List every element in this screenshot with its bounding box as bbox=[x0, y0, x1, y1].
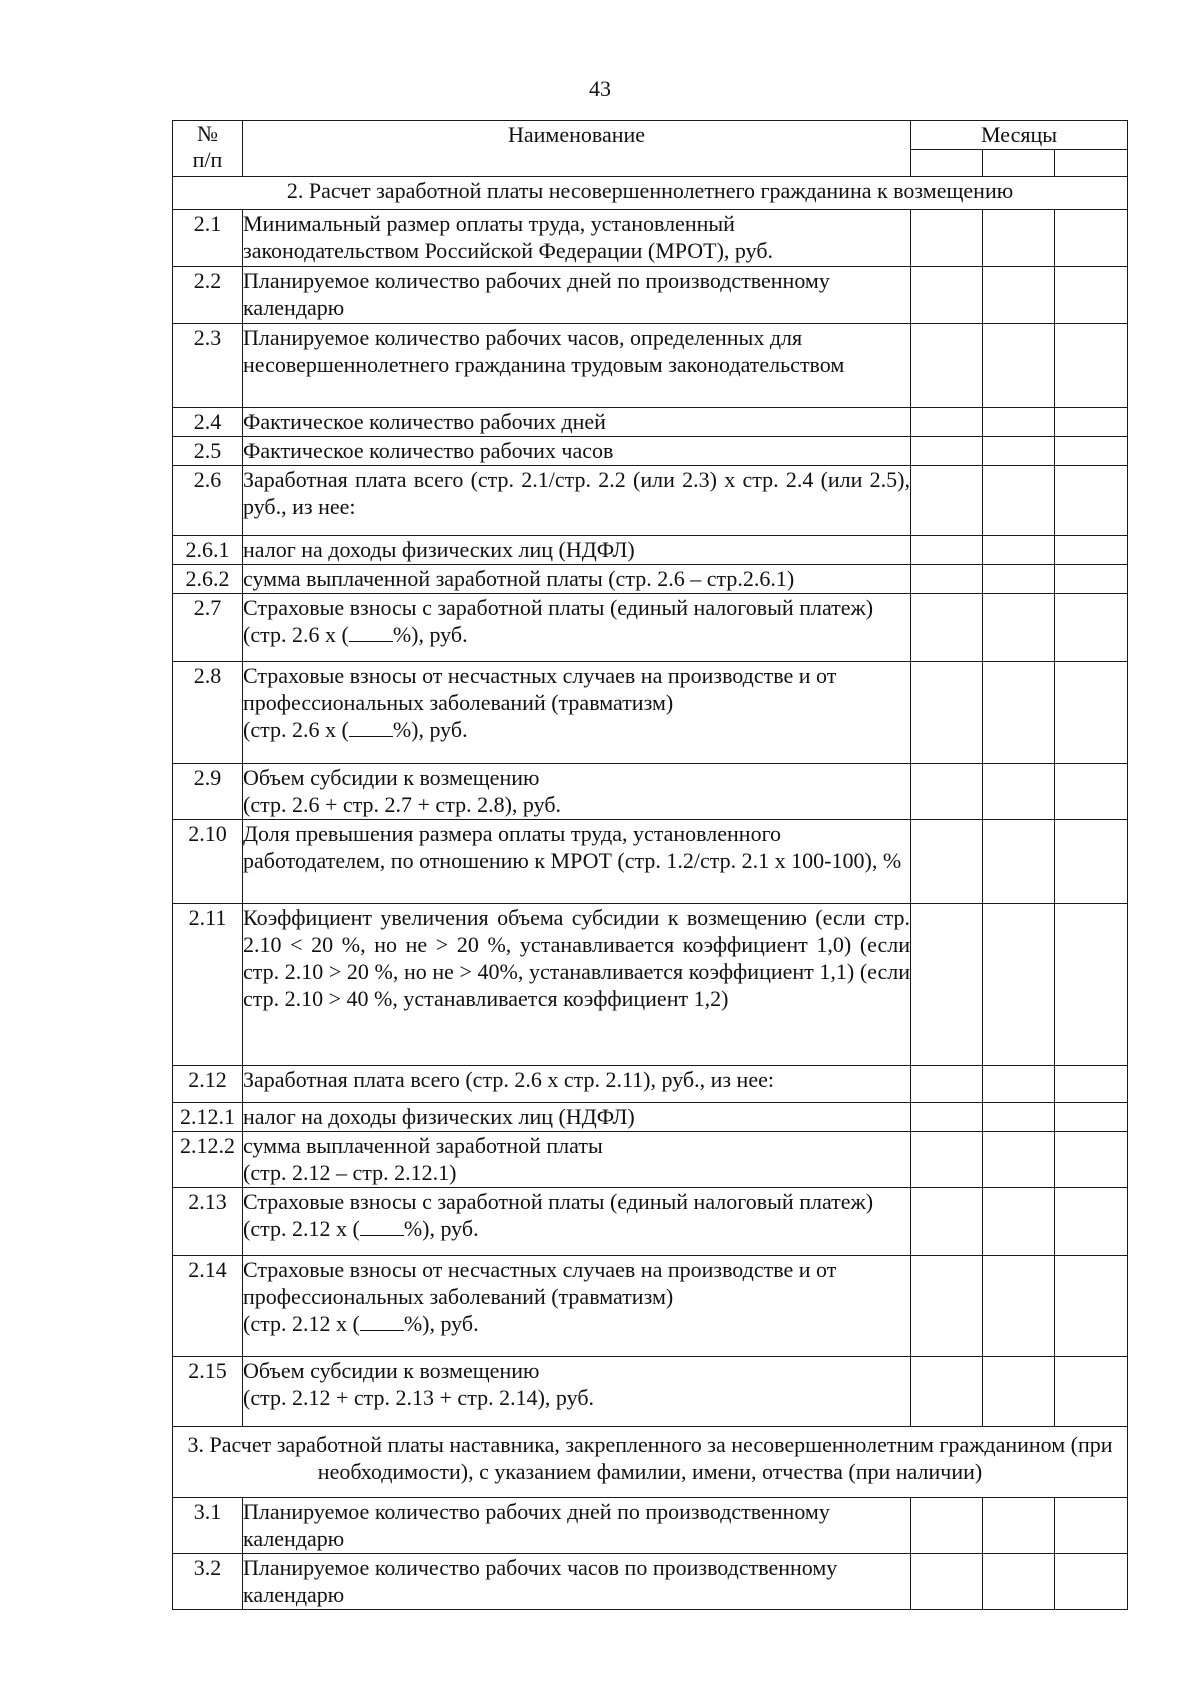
table-row bbox=[173, 1256, 1128, 1357]
row-label-text: Объем субсидии к возмещению bbox=[243, 1358, 540, 1383]
table-row bbox=[173, 662, 1128, 764]
month-column-3 bbox=[1055, 150, 1128, 177]
row-label: Планируемое количество рабочих дней по производственному календарю bbox=[243, 267, 911, 324]
month-cell bbox=[911, 324, 983, 408]
row-label: Фактическое количество рабочих часов bbox=[243, 437, 911, 466]
month-cell bbox=[983, 1188, 1055, 1256]
table-row bbox=[173, 324, 1128, 408]
row-label-text: Страховые взносы от несчастных случаев на производстве и от профессиональных заболеваний (травматизм) bbox=[243, 1257, 837, 1309]
month-cell bbox=[983, 267, 1055, 324]
section-row bbox=[173, 177, 1128, 210]
table-row bbox=[173, 1132, 1128, 1188]
month-cell bbox=[983, 662, 1055, 764]
month-cell bbox=[1055, 565, 1128, 594]
section-3-title: 3. Расчет заработной платы наставника, закрепленного за несовершеннолетним гражданином (при необходимости), с указанием фамилии, имени, отчества (при наличии) bbox=[173, 1427, 1128, 1498]
row-number: 2.3 bbox=[173, 324, 243, 408]
month-cell bbox=[1055, 210, 1128, 267]
row-number: 2.2 bbox=[173, 267, 243, 324]
month-cell bbox=[1055, 1066, 1128, 1103]
row-label bbox=[243, 594, 911, 662]
header-number-cell bbox=[173, 121, 243, 177]
month-cell bbox=[1055, 1103, 1128, 1132]
row-label: Фактическое количество рабочих дней bbox=[243, 408, 911, 437]
month-cell bbox=[911, 1256, 983, 1357]
row-label bbox=[243, 764, 911, 820]
month-cell bbox=[1055, 324, 1128, 408]
month-column-2 bbox=[983, 150, 1055, 177]
month-cell bbox=[911, 565, 983, 594]
row-label-text: Страховые взносы с заработной платы (единый налоговый платеж) (стр. 2.6 х ( bbox=[243, 595, 874, 647]
header-number-symbol: № bbox=[197, 121, 218, 146]
table-row bbox=[173, 764, 1128, 820]
month-cell bbox=[911, 536, 983, 565]
month-cell bbox=[983, 1357, 1055, 1427]
table-row bbox=[173, 1554, 1128, 1610]
section-2-title: 2. Расчет заработной платы несовершеннолетнего гражданина к возмещению bbox=[173, 177, 1128, 210]
row-label bbox=[243, 1357, 911, 1427]
month-cell bbox=[983, 565, 1055, 594]
month-cell bbox=[911, 764, 983, 820]
month-cell bbox=[983, 408, 1055, 437]
row-number: 2.14 bbox=[173, 1256, 243, 1357]
month-cell bbox=[911, 594, 983, 662]
row-number: 2.10 bbox=[173, 820, 243, 904]
row-number: 2.15 bbox=[173, 1357, 243, 1427]
month-cell bbox=[1055, 1554, 1128, 1610]
row-number: 3.2 bbox=[173, 1554, 243, 1610]
row-label-formula: (стр. 2.12 – стр. 2.12.1) bbox=[243, 1160, 457, 1185]
row-label: Заработная плата всего (стр. 2.6 х стр. 2.11), руб., из нее: bbox=[243, 1066, 911, 1103]
month-cell bbox=[911, 1188, 983, 1256]
table-row bbox=[173, 536, 1128, 565]
header-months: Месяцы bbox=[911, 121, 1128, 150]
row-number: 2.6.1 bbox=[173, 536, 243, 565]
header-row bbox=[173, 121, 1128, 150]
row-label-text: Объем субсидии к возмещению bbox=[243, 765, 540, 790]
row-number: 2.4 bbox=[173, 408, 243, 437]
row-label-formula: (стр. 2.12 + стр. 2.13 + стр. 2.14), руб. bbox=[243, 1385, 595, 1410]
table-row bbox=[173, 1066, 1128, 1103]
table-row bbox=[173, 1103, 1128, 1132]
month-cell bbox=[1055, 1256, 1128, 1357]
table-row bbox=[173, 1357, 1128, 1427]
month-cell bbox=[983, 324, 1055, 408]
row-number: 3.1 bbox=[173, 1498, 243, 1554]
row-number: 2.5 bbox=[173, 437, 243, 466]
table-row bbox=[173, 210, 1128, 267]
month-cell bbox=[983, 1256, 1055, 1357]
row-label: налог на доходы физических лиц (НДФЛ) bbox=[243, 1103, 911, 1132]
month-cell bbox=[911, 1103, 983, 1132]
row-label: Коэффициент увеличения объема субсидии к возмещению (если стр. 2.10 < 20 %, но не > 20 %, устанавливается коэффициент 1,0) (если стр. 2.10 > 20 %, но не > 40%, устанавливается коэффициент 1,1) (если стр. 2.10 > 40 %, устанавливается коэффициент 1,2) bbox=[243, 904, 911, 1066]
month-cell bbox=[1055, 267, 1128, 324]
month-cell bbox=[911, 267, 983, 324]
row-label-formula: (стр. 2.6 х ( bbox=[243, 717, 349, 742]
month-cell bbox=[911, 1498, 983, 1554]
row-label: налог на доходы физических лиц (НДФЛ) bbox=[243, 536, 911, 565]
month-cell bbox=[1055, 820, 1128, 904]
month-cell bbox=[983, 820, 1055, 904]
row-number: 2.6 bbox=[173, 466, 243, 536]
row-label-text: Страховые взносы с заработной платы (единый налоговый платеж) (стр. 2.12 х ( bbox=[243, 1189, 874, 1241]
month-cell bbox=[1055, 1357, 1128, 1427]
row-number: 2.9 bbox=[173, 764, 243, 820]
month-cell bbox=[911, 1132, 983, 1188]
row-number: 2.1 bbox=[173, 210, 243, 267]
month-cell bbox=[983, 1498, 1055, 1554]
percent-blank bbox=[349, 623, 393, 642]
row-label-text: сумма выплаченной заработной платы bbox=[243, 1133, 603, 1158]
table-row bbox=[173, 437, 1128, 466]
percent-blank bbox=[360, 1312, 404, 1331]
month-cell bbox=[911, 210, 983, 267]
row-label: Заработная плата всего (стр. 2.1/стр. 2.2 (или 2.3) х стр. 2.4 (или 2.5), руб., из нее: bbox=[243, 466, 911, 536]
row-label bbox=[243, 1256, 911, 1357]
month-cell bbox=[983, 536, 1055, 565]
row-label-suffix: %), руб. bbox=[403, 1311, 479, 1336]
table-row bbox=[173, 1188, 1128, 1256]
month-cell bbox=[911, 408, 983, 437]
row-label: сумма выплаченной заработной платы (стр. 2.6 – стр.2.6.1) bbox=[243, 565, 911, 594]
percent-blank bbox=[349, 718, 393, 737]
table-row bbox=[173, 1498, 1128, 1554]
header-number-abbr: п/п bbox=[192, 147, 223, 172]
table-row bbox=[173, 565, 1128, 594]
salary-calculation-table bbox=[172, 120, 1128, 1610]
row-number: 2.6.2 bbox=[173, 565, 243, 594]
table-row bbox=[173, 408, 1128, 437]
month-cell bbox=[983, 1066, 1055, 1103]
table-row bbox=[173, 594, 1128, 662]
month-cell bbox=[983, 1103, 1055, 1132]
row-label-formula: (стр. 2.12 х ( bbox=[243, 1311, 360, 1336]
month-cell bbox=[983, 1132, 1055, 1188]
section-row bbox=[173, 1427, 1128, 1498]
row-label-suffix: %), руб. bbox=[392, 622, 468, 647]
month-cell bbox=[911, 1357, 983, 1427]
month-cell bbox=[911, 1066, 983, 1103]
month-cell bbox=[983, 594, 1055, 662]
month-cell bbox=[1055, 408, 1128, 437]
row-number: 2.13 bbox=[173, 1188, 243, 1256]
table-row bbox=[173, 466, 1128, 536]
month-cell bbox=[1055, 1132, 1128, 1188]
table-row bbox=[173, 820, 1128, 904]
table-row bbox=[173, 267, 1128, 324]
month-cell bbox=[983, 904, 1055, 1066]
month-cell bbox=[1055, 594, 1128, 662]
row-label-text: Страховые взносы от несчастных случаев на производстве и от профессиональных заболеваний (травматизм) bbox=[243, 663, 837, 715]
month-cell bbox=[983, 466, 1055, 536]
row-number: 2.12.1 bbox=[173, 1103, 243, 1132]
row-label: Доля превышения размера оплаты труда, установленного работодателем, по отношению к МРОТ (стр. 1.2/стр. 2.1 х 100-100), % bbox=[243, 820, 911, 904]
month-cell bbox=[911, 1554, 983, 1610]
row-number: 2.12.2 bbox=[173, 1132, 243, 1188]
header-name: Наименование bbox=[243, 121, 911, 177]
page-number: 43 bbox=[589, 76, 611, 101]
month-cell bbox=[983, 1554, 1055, 1610]
row-number: 2.11 bbox=[173, 904, 243, 1066]
row-label: Минимальный размер оплаты труда, установленный законодательством Российской Федерации (МРОТ), руб. bbox=[243, 210, 911, 267]
month-cell bbox=[983, 764, 1055, 820]
row-label bbox=[243, 662, 911, 764]
month-cell bbox=[1055, 466, 1128, 536]
month-cell bbox=[983, 437, 1055, 466]
month-column-1 bbox=[911, 150, 983, 177]
month-cell bbox=[1055, 662, 1128, 764]
month-cell bbox=[911, 466, 983, 536]
row-number: 2.8 bbox=[173, 662, 243, 764]
month-cell bbox=[1055, 904, 1128, 1066]
table-row bbox=[173, 904, 1128, 1066]
row-label-suffix: %), руб. bbox=[392, 717, 468, 742]
row-label bbox=[243, 1132, 911, 1188]
row-label-suffix: %), руб. bbox=[403, 1216, 479, 1241]
month-cell bbox=[1055, 764, 1128, 820]
percent-blank bbox=[360, 1217, 404, 1236]
month-cell bbox=[911, 904, 983, 1066]
month-cell bbox=[911, 820, 983, 904]
month-cell bbox=[1055, 437, 1128, 466]
month-cell bbox=[1055, 536, 1128, 565]
row-number: 2.12 bbox=[173, 1066, 243, 1103]
row-label: Планируемое количество рабочих часов, определенных для несовершеннолетнего гражданина трудовым законодательством bbox=[243, 324, 911, 408]
month-cell bbox=[983, 210, 1055, 267]
row-number: 2.7 bbox=[173, 594, 243, 662]
row-label bbox=[243, 1188, 911, 1256]
row-label-formula: (стр. 2.6 + стр. 2.7 + стр. 2.8), руб. bbox=[243, 792, 562, 817]
month-cell bbox=[1055, 1188, 1128, 1256]
row-label: Планируемое количество рабочих дней по производственному календарю bbox=[243, 1498, 911, 1554]
row-label: Планируемое количество рабочих часов по производственному календарю bbox=[243, 1554, 911, 1610]
month-cell bbox=[1055, 1498, 1128, 1554]
month-cell bbox=[911, 437, 983, 466]
month-cell bbox=[911, 662, 983, 764]
